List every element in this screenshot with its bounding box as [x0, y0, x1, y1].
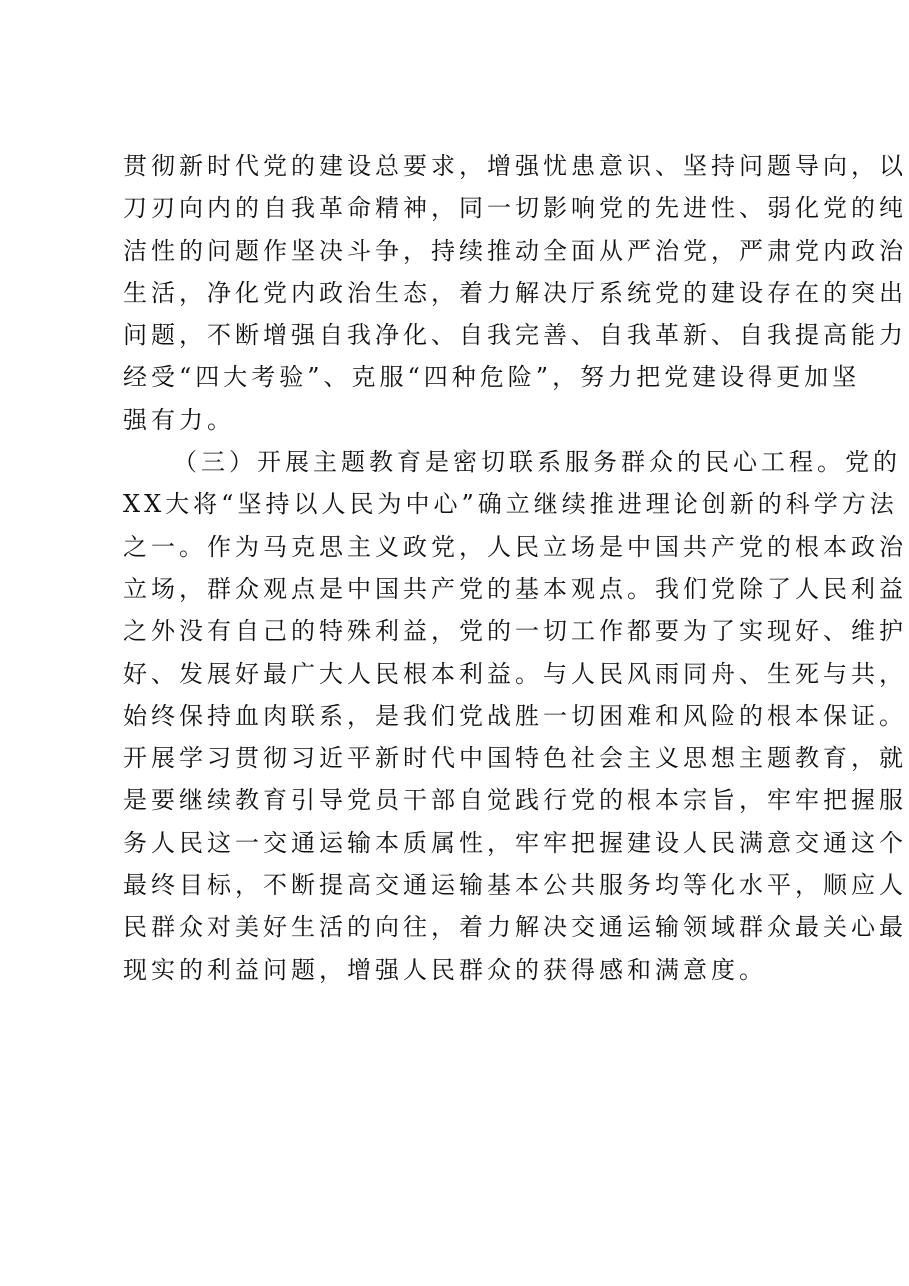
paragraph-1-line: 经受“四大考验”、克服“四种危险”，努力把党建设得更加坚: [123, 363, 861, 392]
paragraph-2-line: 最终目标，不断提高交通运输基本公共服务均等化水平，顺应人: [123, 871, 907, 900]
paragraph-2-line: XX大将“坚持以人民为中心”确立继续推进理论创新的科学方法: [123, 490, 898, 519]
paragraph-2-line: 开展学习贯彻习近平新时代中国特色社会主义思想主题教育，就: [123, 744, 907, 773]
paragraph-1: [123, 145, 907, 441]
paragraph-2-line: 好、发展好最广大人民根本利益。与人民风雨同舟、生死与共，: [123, 659, 907, 688]
paragraph-1-line: 贯彻新时代党的建设总要求，增强忧患意识、坚持问题导向，以: [123, 152, 907, 180]
paragraph-1-line: 洁性的问题作坚决斗争，持续推动全面从严治党，严肃党内政治: [123, 236, 907, 265]
paragraph-2-heading-line: （三）开展主题教育是密切联系服务群众的民心工程。党的: [173, 448, 901, 477]
paragraph-2-line: 立场，群众观点是中国共产党的基本观点。我们党除了人民利益: [123, 574, 907, 603]
document-body: [123, 145, 907, 991]
paragraph-2-line: 是要继续教育引导党员干部自觉践行党的根本宗旨，牢牢把握服: [123, 786, 907, 815]
paragraph-1-line: 刀刃向内的自我革命精神，同一切影响党的先进性、弱化党的纯: [123, 194, 907, 223]
paragraph-2-line: 之外没有自己的特殊利益，党的一切工作都要为了实现好、维护: [123, 617, 907, 646]
paragraph-2: [123, 441, 907, 991]
paragraph-2-line: 民群众对美好生活的向往，着力解决交通运输领域群众最关心最: [123, 913, 907, 942]
paragraph-2-line: 始终保持血肉联系，是我们党战胜一切困难和风险的根本保证。: [123, 701, 907, 730]
paragraph-2-line: 之一。作为马克思主义政党，人民立场是中国共产党的根本政治: [123, 532, 907, 561]
paragraph-2-line: 现实的利益问题，增强人民群众的获得感和满意度。: [123, 955, 767, 984]
paragraph-1-line: 强有力。: [123, 405, 235, 434]
paragraph-1-line: 问题，不断增强自我净化、自我完善、自我革新、自我提高能力: [123, 321, 907, 350]
paragraph-1-line: 生活，净化党内政治生态，着力解决厅系统党的建设存在的突出: [123, 278, 907, 307]
paragraph-2-line: 务人民这一交通运输本质属性，牢牢把握建设人民满意交通这个: [123, 828, 907, 857]
